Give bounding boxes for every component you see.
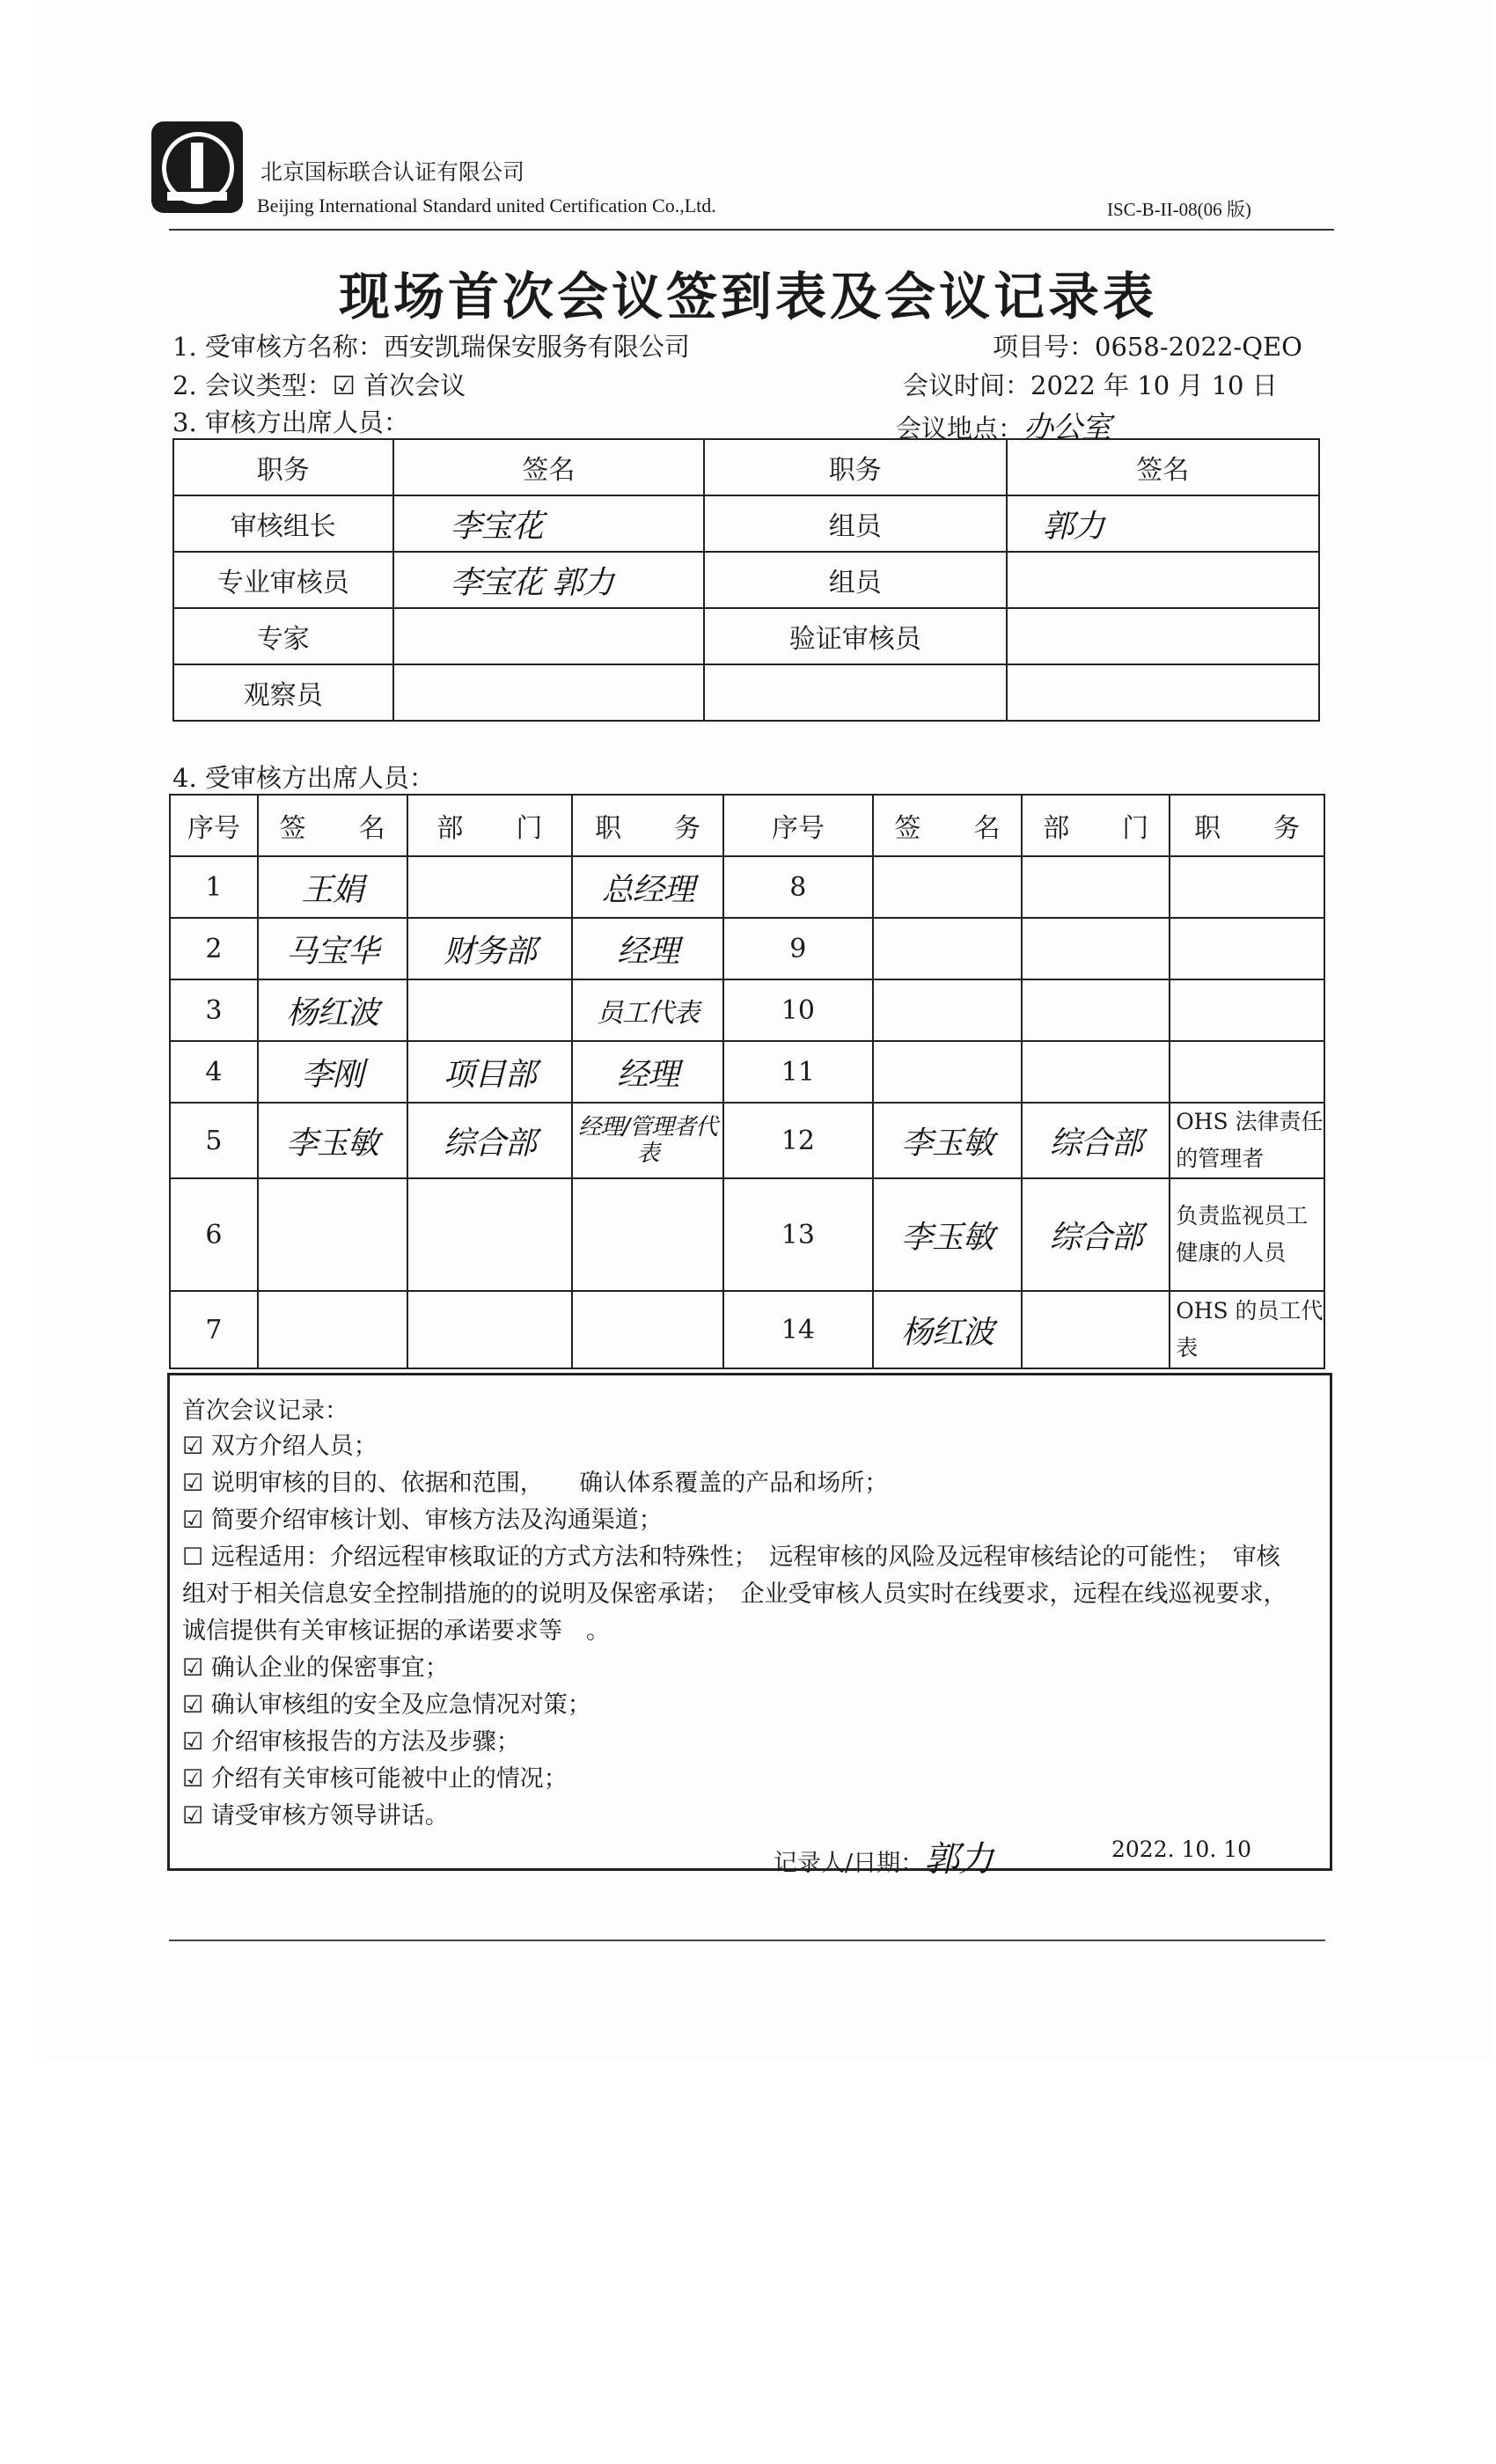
seq-cell: 12 [723,1103,873,1178]
table-row [170,1291,1324,1368]
records-heading: 首次会议记录： [182,1397,348,1425]
header-cell: 签名 [393,439,705,495]
record-item: ☑ 双方介绍人员； [182,1433,378,1460]
seq-cell: 8 [723,856,873,918]
company-name-en: Beijing International Standard united Certification Co.,Ltd. [257,194,716,216]
table-row [170,1041,1324,1103]
project-value: 0658-2022-QEO [1095,332,1302,362]
table-row [173,664,1319,721]
recorder-label: 记录人/日期： [774,1850,925,1877]
position-cell: 经理 [572,918,723,979]
record-item: ☑ 简要介绍审核计划、审核方法及沟通渠道； [182,1507,663,1534]
record-item: ☑ 介绍有关审核可能被中止的情况； [182,1765,568,1793]
meeting-time-label: 会议时间： [903,370,1031,400]
meeting-type-label: 2. 会议类型： [172,370,333,400]
header-cell: 部 门 [407,795,573,856]
footer-divider [169,1940,1325,1941]
auditee-attendance-table [169,794,1325,1369]
header-cell: 职 务 [572,795,723,856]
department-cell: 项目部 [407,1041,573,1103]
position-cell: OHS 的员工代表 [1170,1291,1324,1368]
table-row [170,1178,1324,1291]
table-row [173,552,1319,608]
record-item: 组对于相关信息安全控制措施的的说明及保密承诺； 企业受审核人员实时在线要求，远程在线巡视要求， [182,1580,1287,1608]
location-label: 会议地点： [896,414,1024,444]
role-cell [704,664,1006,721]
position-cell: 总经理 [572,856,723,918]
seq-cell: 2 [170,918,258,979]
signature-cell: 王娟 [258,856,407,918]
signature-cell [393,608,705,664]
signature-cell [258,1178,407,1291]
seq-cell: 14 [723,1291,873,1368]
department-cell [1022,918,1170,979]
department-cell: 财务部 [407,918,573,979]
department-cell [1022,1291,1170,1368]
signature-cell: 李刚 [258,1041,407,1103]
seq-cell: 10 [723,979,873,1041]
auditor-attendees-label: 3. 审核方出席人员： [172,407,409,437]
department-cell [1022,856,1170,918]
position-cell: 经理/管理者代表 [572,1103,723,1178]
signature-cell [1007,664,1320,721]
signature-cell: 李宝花 [393,495,705,552]
table-row [170,856,1324,918]
signature-cell [873,918,1023,979]
header-cell: 部 门 [1022,795,1170,856]
header-cell: 签 名 [873,795,1023,856]
position-cell [1170,918,1324,979]
header-cell: 职 务 [1170,795,1324,856]
signature-cell [1007,608,1320,664]
company-logo-icon [151,121,243,213]
department-cell [1022,979,1170,1041]
header-cell: 序号 [170,795,258,856]
signature-cell: 李玉敏 [873,1178,1023,1291]
auditee-attendees-label: 4. 受审核方出席人员： [172,763,435,793]
seq-cell: 9 [723,918,873,979]
project-label: 项目号： [993,332,1096,362]
role-cell: 验证审核员 [704,608,1006,664]
record-item: 诚信提供有关审核证据的承诺要求等 。 [182,1617,610,1645]
record-item: ☑ 请受审核方领导讲话。 [182,1802,449,1830]
department-cell [407,979,573,1041]
seq-cell: 13 [723,1178,873,1291]
signature-cell: 李玉敏 [873,1103,1023,1178]
record-item: ☑ 确认企业的保密事宜； [182,1654,449,1682]
header-cell: 职务 [704,439,1006,495]
seq-cell: 3 [170,979,258,1041]
table-header-row [170,795,1324,856]
record-item: ☑ 介绍审核报告的方法及步骤； [182,1728,520,1756]
role-cell: 组员 [704,495,1006,552]
table-row [173,495,1319,552]
role-cell: 组员 [704,552,1006,608]
position-cell [1170,979,1324,1041]
department-cell: 综合部 [1022,1178,1170,1291]
record-date: 2022. 10. 10 [1111,1837,1252,1862]
role-cell: 专业审核员 [173,552,393,608]
seq-cell: 5 [170,1103,258,1178]
auditor-attendance-table [172,438,1320,722]
seq-cell: 1 [170,856,258,918]
signature-cell: 李宝花 郭力 [393,552,705,608]
record-item: ☐ 远程适用：介绍远程审核取证的方式方法和特殊性； 远程审核的风险及远程审核结论的可能性； 审核 [182,1544,1280,1571]
position-cell: OHS 法律责任的管理者 [1170,1103,1324,1178]
location-value: 办公室 [1023,410,1111,445]
table-row [170,979,1324,1041]
signature-cell [873,856,1023,918]
record-item: ☑ 说明审核的目的、依据和范围， 确认体系覆盖的产品和场所； [182,1470,889,1497]
position-cell [572,1291,723,1368]
record-item: ☑ 确认审核组的安全及应急情况对策； [182,1691,591,1719]
recorder-row [774,1831,993,1881]
role-cell: 审核组长 [173,495,393,552]
department-cell [407,1178,573,1291]
auditee-name-row [172,327,690,363]
role-cell: 观察员 [173,664,393,721]
meeting-type-row [172,366,466,402]
position-cell: 员工代表 [572,979,723,1041]
header-cell: 职务 [173,439,393,495]
meeting-time-row [903,366,1278,402]
auditee-label: 1. 受审核方名称： [172,332,384,362]
page-title: 现场首次会议签到表及会议记录表 [338,267,1157,326]
department-cell [407,1291,573,1368]
signature-cell [258,1291,407,1368]
position-cell [1170,1041,1324,1103]
auditee-value: 西安凯瑞保安服务有限公司 [383,332,690,362]
header-divider [169,229,1334,231]
company-name-cn: 北京国标联合认证有限公司 [260,159,525,185]
seq-cell: 7 [170,1291,258,1368]
department-cell: 综合部 [1022,1103,1170,1178]
table-row [170,1103,1324,1178]
signature-cell: 郭力 [1007,495,1320,552]
header-cell: 序号 [723,795,873,856]
department-cell: 综合部 [407,1103,573,1178]
header-cell: 签名 [1007,439,1320,495]
seq-cell: 6 [170,1178,258,1291]
signature-cell [873,1041,1023,1103]
project-number-row [993,327,1302,363]
position-cell [1170,856,1324,918]
position-cell: 负责监视员工健康的人员 [1170,1178,1324,1291]
header-cell: 签 名 [258,795,407,856]
signature-cell: 马宝华 [258,918,407,979]
signature-cell [1007,552,1320,608]
meeting-records-box [167,1373,1332,1880]
department-cell [407,856,573,918]
signature-cell: 李玉敏 [258,1103,407,1178]
form-number: ISC-B-II-08(06 版) [1107,199,1251,220]
position-cell [572,1178,723,1291]
department-cell [1022,1041,1170,1103]
position-cell: 经理 [572,1041,723,1103]
seq-cell: 4 [170,1041,258,1103]
signature-cell: 杨红波 [258,979,407,1041]
signature-cell [873,979,1023,1041]
meeting-time-value: 2022 年 10 月 10 日 [1030,370,1278,400]
signature-cell: 杨红波 [873,1291,1023,1368]
table-row [173,608,1319,664]
recorder-signature: 郭力 [924,1839,994,1880]
table-header-row [173,439,1319,495]
seq-cell: 11 [723,1041,873,1103]
meeting-type-value: ☑ 首次会议 [332,370,466,400]
signature-cell [393,664,705,721]
table-row [170,918,1324,979]
role-cell: 专家 [173,608,393,664]
